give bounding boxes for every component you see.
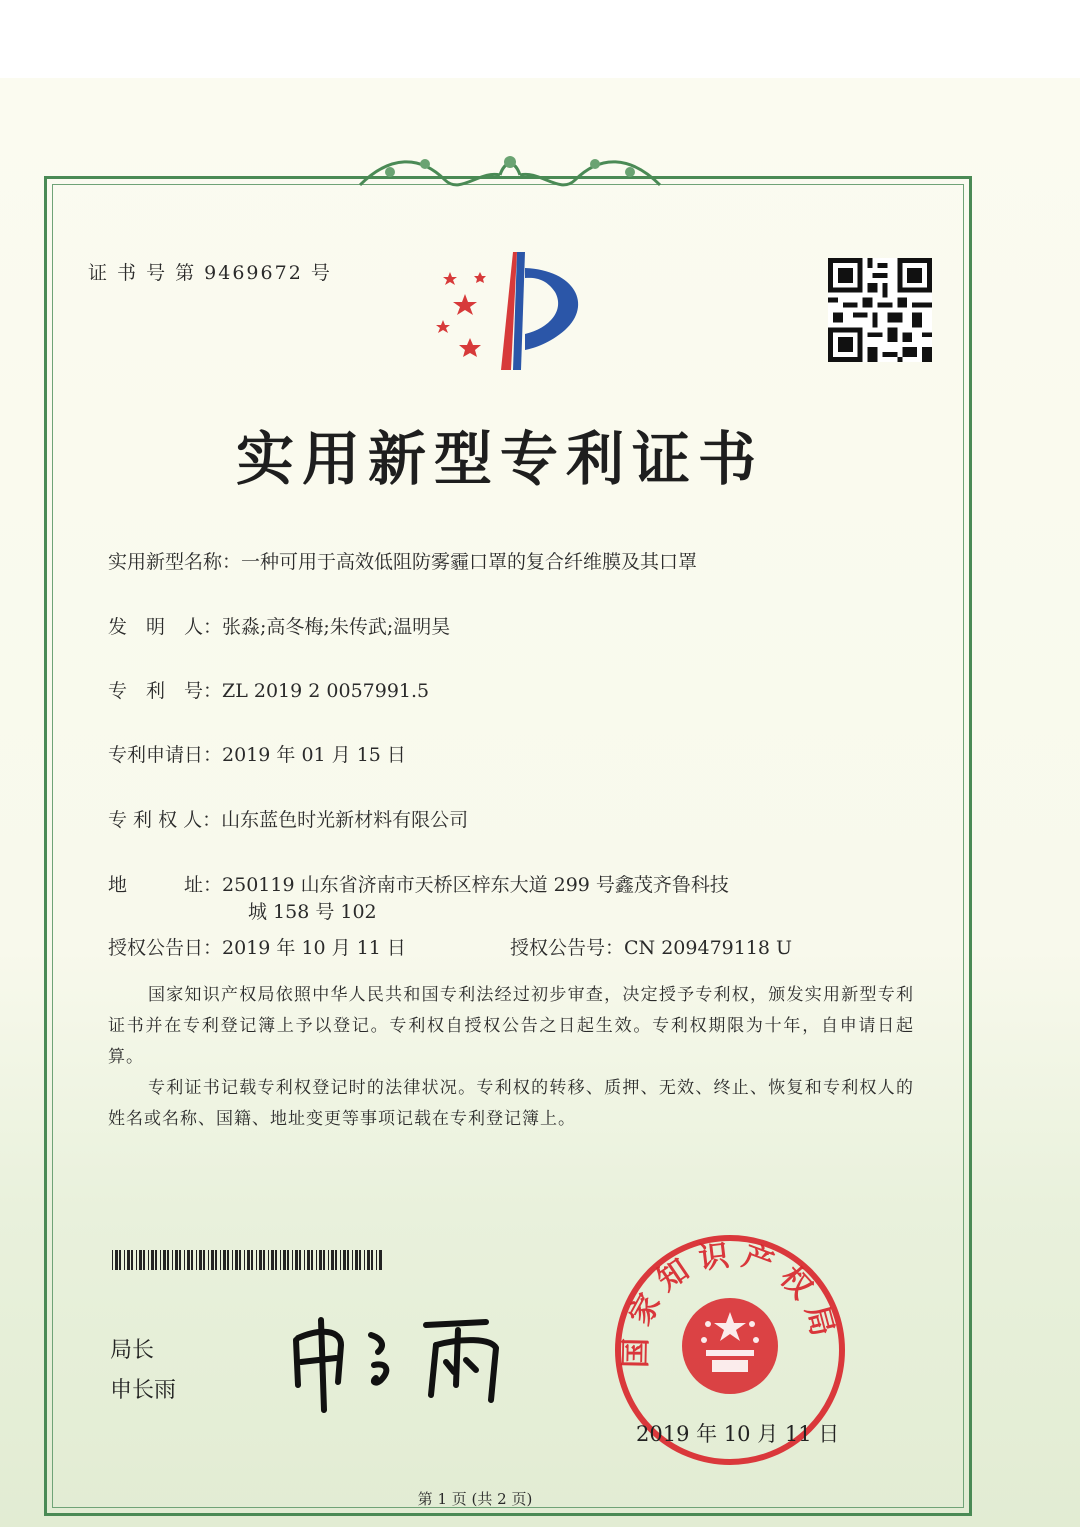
director-title: 局长 — [110, 1338, 155, 1363]
director-name: 申长雨 — [110, 1378, 177, 1403]
field-apply-date — [108, 740, 406, 767]
field-apply-date-label: 专利申请日： — [108, 744, 223, 766]
field-owner-value: 山东蓝色时光新材料有限公司 — [221, 809, 469, 831]
field-patent-no — [108, 676, 429, 703]
field-patent-no-label: 专 利 号： — [108, 680, 223, 702]
cnipa-logo-icon — [425, 250, 595, 375]
qr-code-icon — [828, 258, 932, 362]
field-inventor — [108, 612, 450, 639]
field-address-label: 地 址： — [108, 874, 223, 896]
field-grant-date-value: 2019 年 10 月 11 日 — [222, 937, 406, 959]
field-patent-no-value: ZL 2019 2 0057991.5 — [222, 680, 430, 702]
barcode-icon — [112, 1250, 382, 1270]
field-name-value: 一种可用于高效低阻防雾霾口罩的复合纤维膜及其口罩 — [241, 551, 698, 573]
field-address-line2: 城 158 号 102 — [248, 901, 377, 923]
field-name-label: 实用新型名称： — [108, 551, 242, 573]
field-owner — [108, 805, 468, 832]
certificate-title: 实用新型专利证书 — [235, 425, 764, 493]
ornament-crest — [350, 150, 670, 200]
body-paragraph-2: 专利证书记载专利权登记时的法律状况。专利权的转移、质押、无效、终止、恢复和专利权人的姓名或名称、国籍、地址变更等事项记载在专利登记簿上。 — [108, 1078, 914, 1129]
field-grant-no — [510, 933, 792, 960]
field-address — [108, 870, 729, 897]
field-address-value: 250119 山东省济南市天桥区梓东大道 299 号鑫茂齐鲁科技 — [222, 874, 729, 896]
field-grant-no-value: CN 209479118 U — [624, 937, 793, 959]
body-paragraph-1: 国家知识产权局依照中华人民共和国专利法经过初步审查，决定授予专利权，颁发实用新型专利证书并在专利登记簿上予以登记。专利权自授权公告之日起生效。专利权期限为十年，自申请日起算。 — [108, 985, 914, 1067]
field-inventor-label: 发 明 人： — [108, 616, 223, 638]
field-owner-label: 专 利 权 人： — [108, 809, 222, 831]
certificate-number: 证 书 号 第 9469672 号 — [88, 262, 332, 284]
field-name — [108, 547, 697, 574]
field-grant-no-label: 授权公告号： — [510, 937, 625, 959]
field-grant-date — [108, 933, 406, 960]
director-signature-icon — [286, 1300, 526, 1420]
seal-date: 2019 年 10 月 11 日 — [636, 1422, 840, 1446]
page-number: 第 1 页 (共 2 页) — [417, 1490, 533, 1508]
field-apply-date-value: 2019 年 01 月 15 日 — [222, 744, 406, 766]
seal-text: 国家知识产权局 — [618, 1237, 843, 1369]
field-inventor-value: 张淼;高冬梅;朱传武;温明昊 — [222, 616, 451, 638]
field-grant-date-label: 授权公告日： — [108, 937, 223, 959]
